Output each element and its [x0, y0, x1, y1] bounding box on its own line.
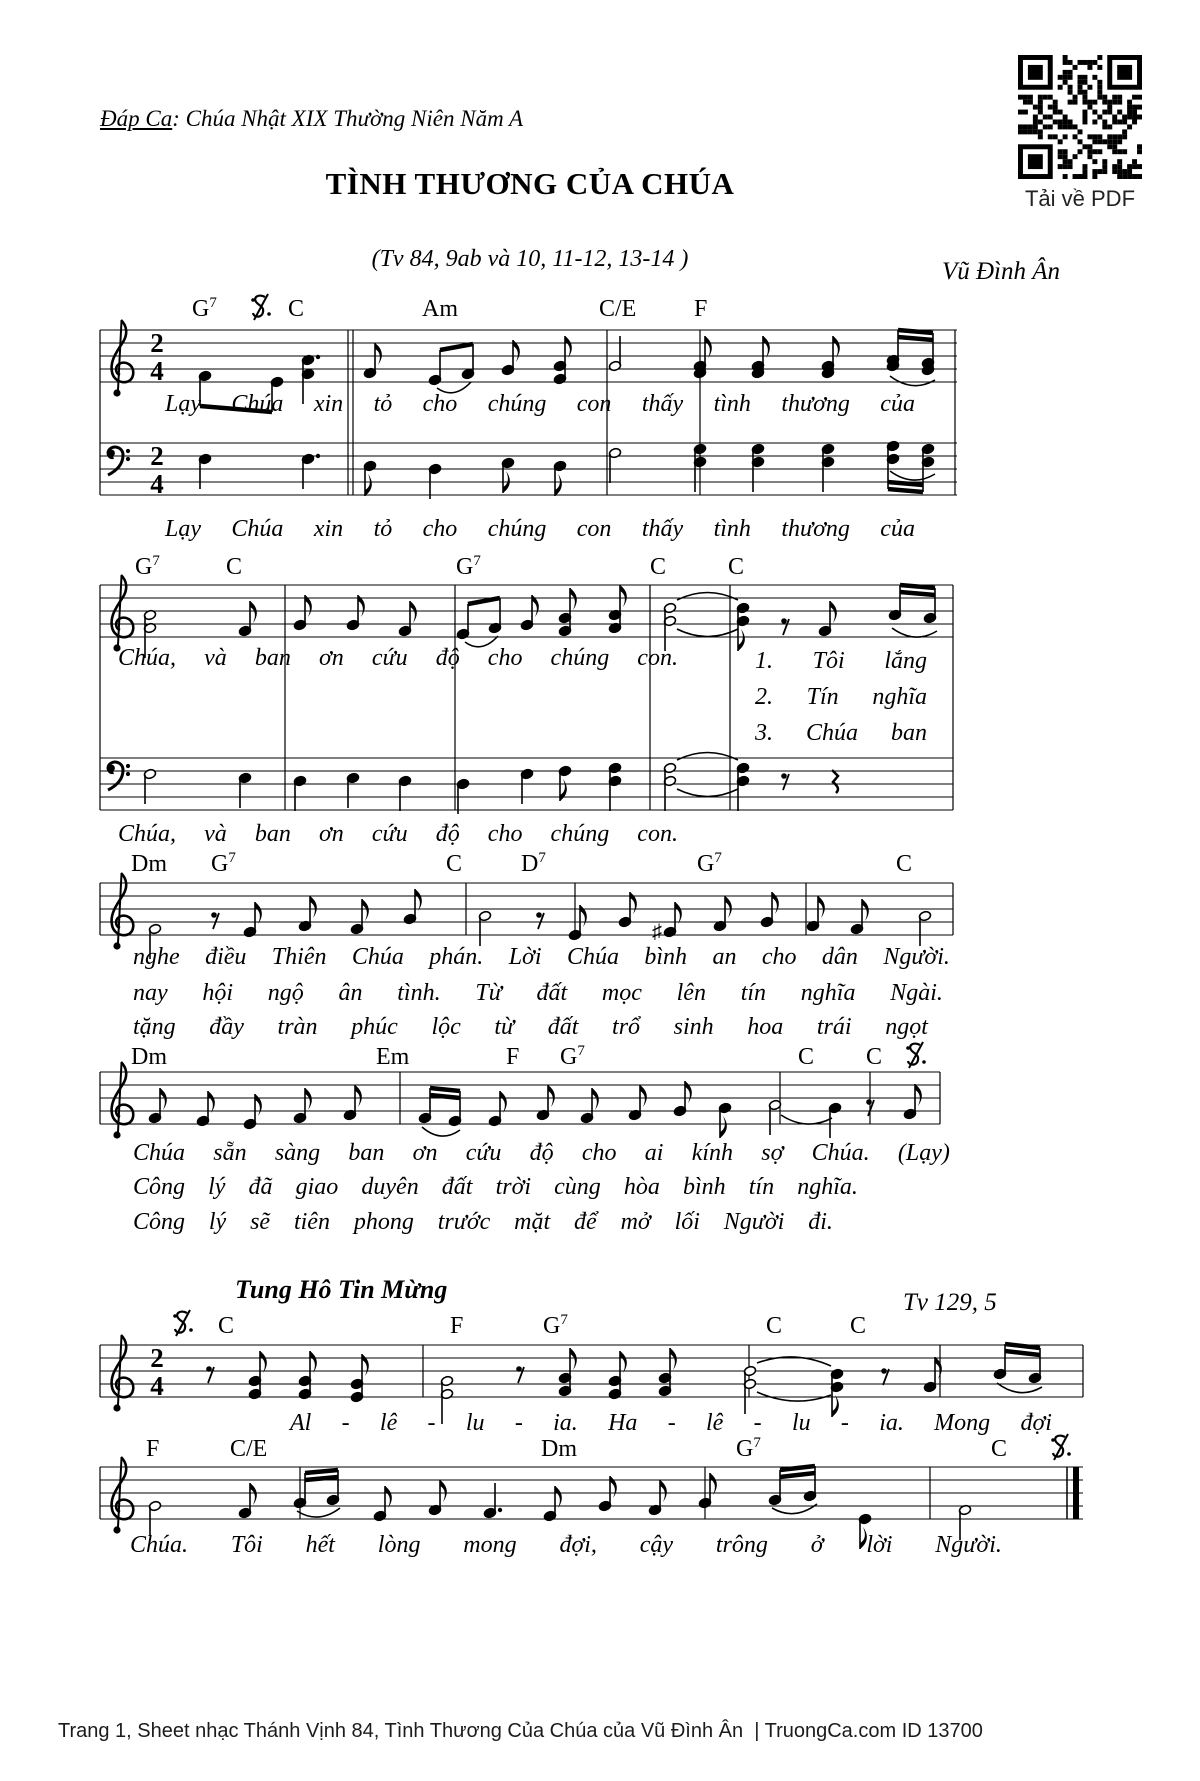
lyric-word: cậy [639, 1532, 674, 1558]
staff-system-5 [95, 1312, 1095, 1407]
chord-label: $G^7$ [697, 850, 722, 877]
lyric-word: ban [254, 821, 291, 847]
verse-line-3 [755, 721, 927, 746]
final-lyrics [130, 1533, 1002, 1558]
svg-text:4: 4 [150, 469, 164, 499]
psalm-ref-2: Tv 129, 5 [903, 1289, 997, 1316]
lyric-word: Lạy [165, 391, 201, 417]
lyric-word: chúng [487, 516, 547, 542]
lyric-word: mặt [514, 1209, 551, 1235]
chord-label: C [896, 851, 913, 877]
svg-text:2: 2 [150, 441, 164, 471]
lyric-word: ngọt [885, 1014, 928, 1040]
lyric-word: đất [536, 980, 568, 1006]
lyric-word: dân [821, 944, 858, 970]
lyric-word: thương [781, 516, 850, 542]
svg-text:4: 4 [150, 1371, 164, 1401]
lyric-word: thấy [641, 391, 684, 417]
verse-lyrics-2 [133, 981, 943, 1006]
lyric-word: lên [676, 980, 706, 1006]
lyric-word: Từ [475, 980, 502, 1006]
chord-label: C [866, 1044, 883, 1070]
lyric-word: và [204, 821, 227, 847]
lyric-word: cho [761, 944, 797, 970]
lyric-word: tiên [293, 1209, 330, 1235]
lyric-word: kính [691, 1140, 734, 1166]
lyric-word: cho [581, 1140, 617, 1166]
lyric-word: nay [133, 980, 168, 1006]
lyric-word: Chúa [351, 944, 404, 970]
qr-caption[interactable]: Tải về PDF [1024, 186, 1136, 211]
lyric-word: - [514, 1410, 523, 1436]
lyric-word: Công [133, 1209, 186, 1235]
lyric-word: bình [644, 944, 688, 970]
lyric-word: thương [781, 391, 850, 417]
chord-label: $D^7$ [521, 850, 546, 877]
lyric-word: 1. [755, 648, 773, 674]
chord-label: $G^7$ [736, 1435, 761, 1462]
lyric-word: Chúa [231, 516, 284, 542]
lyric-word: tín [740, 980, 767, 1006]
lyric-word: Chúa. [811, 1140, 870, 1166]
lyric-word: ia. [879, 1410, 904, 1436]
lyric-word: Mong [934, 1410, 991, 1436]
lyric-word: cứu [371, 645, 408, 671]
chord-label: F [450, 1313, 464, 1339]
lyric-word: lối [674, 1209, 700, 1235]
chord-label: Dm [131, 1044, 167, 1070]
lyric-word: sẵn [213, 1140, 247, 1166]
lyric-word: Tôi [812, 648, 845, 674]
lyric-word: ban [890, 720, 927, 746]
lyric-word: phúc [351, 1014, 398, 1040]
lyric-word: đã [248, 1174, 273, 1200]
staff-system-6 [95, 1437, 1095, 1525]
lyric-word: và [204, 645, 227, 671]
staff-system-3 [95, 855, 975, 945]
lyric-word: tỏ [373, 391, 393, 417]
lyric-word: ban [348, 1140, 385, 1166]
qr-download-block[interactable] [1018, 55, 1142, 212]
lyric-word: sẽ [250, 1209, 271, 1235]
lyric-word: cứu [371, 821, 408, 847]
lyric-word: lời [866, 1532, 893, 1558]
chord-label: F [506, 1044, 520, 1070]
staff-system-4 [95, 1042, 975, 1132]
chord-label: C [650, 554, 667, 580]
lyric-word: Chúa, [118, 645, 177, 671]
lyric-word: ngộ [267, 980, 304, 1006]
lyric-word: ơn [318, 821, 344, 847]
lyric-word: Thiên [271, 944, 327, 970]
composer-name: Vũ Đình Ân [941, 258, 1060, 285]
lyric-word: tín [748, 1174, 775, 1200]
lyric-word: Người. [883, 944, 950, 970]
lyric-word: ai [644, 1140, 664, 1166]
lyric-word: con. [637, 645, 678, 671]
svg-text:♯: ♯ [652, 921, 662, 943]
lyric-word: đầy [209, 1014, 244, 1040]
kicker-label: Đáp Ca [100, 106, 173, 131]
lyric-line [118, 822, 678, 847]
svg-text:4: 4 [150, 356, 164, 386]
chord-label: Dm [541, 1436, 577, 1462]
lyric-word: Chúa [231, 391, 284, 417]
lyric-word: nghe [133, 944, 180, 970]
lyric-word: 3. [755, 720, 773, 746]
lyric-word: - [341, 1410, 350, 1436]
chord-label: Dm [131, 851, 167, 877]
lyric-word: tặng [133, 1014, 176, 1040]
lyric-word: duyên [361, 1174, 419, 1200]
chord-label: C [766, 1313, 783, 1339]
lyric-word: Ngài. [890, 980, 943, 1006]
lyric-word: lê [706, 1410, 724, 1436]
lyric-word: trông [715, 1532, 768, 1558]
lyric-word: hoa [747, 1014, 784, 1040]
lyric-word: ở [810, 1532, 824, 1558]
chord-label: C [288, 296, 305, 322]
lyric-word: - [427, 1410, 436, 1436]
lyric-word: Ha [608, 1410, 638, 1436]
page-title: TÌNH THƯƠNG CỦA CHÚA [325, 166, 735, 201]
chord-label: $G^7$ [456, 553, 481, 580]
lyric-word: của [880, 516, 915, 542]
chord-label: C [446, 851, 463, 877]
lyric-word: để [574, 1209, 597, 1235]
chord-label: C [218, 1313, 235, 1339]
chord-label: $G^7$ [211, 850, 236, 877]
lyric-word: Al [290, 1410, 312, 1436]
lyric-word: cùng [554, 1174, 601, 1200]
lyric-word: Chúa. [130, 1532, 189, 1558]
lyric-word: mong [463, 1532, 517, 1558]
lyric-word: sinh [673, 1014, 714, 1040]
lyric-line [165, 517, 915, 542]
lyric-word: đợi, [559, 1532, 597, 1558]
lyric-line [118, 646, 678, 671]
lyric-word: trổ [612, 1014, 641, 1040]
lyric-word: điều [205, 944, 247, 970]
lyric-word: ban [254, 645, 291, 671]
lyric-word: hòa [623, 1174, 660, 1200]
alleluia-lyrics [290, 1411, 1052, 1436]
chord-label: F [146, 1436, 160, 1462]
lyric-word: phong [353, 1209, 414, 1235]
lyric-word: cho [422, 516, 458, 542]
lyric-word: từ [494, 1014, 515, 1040]
chord-label: $G^7$ [543, 1312, 568, 1339]
lyric-word: Người [723, 1209, 785, 1235]
refrain-lyrics-3 [133, 1210, 833, 1235]
lyric-word: cho [487, 821, 523, 847]
lyric-word: Tôi [230, 1532, 263, 1558]
psalm-reference: (Tv 84, 9ab và 10, 11-12, 13-14 ) [371, 246, 689, 272]
lyric-word: - [753, 1410, 762, 1436]
svg-text:2: 2 [150, 1343, 164, 1373]
lyric-word: trước [437, 1209, 491, 1235]
liturgical-occasion [100, 106, 523, 132]
lyric-word: Chúa [566, 944, 619, 970]
chord-label: C/E [230, 1436, 268, 1462]
lyric-word: Lời [508, 944, 542, 970]
svg-text:2: 2 [150, 328, 164, 358]
lyric-word: ơn [412, 1140, 438, 1166]
lyric-word: Chúa [133, 1140, 186, 1166]
lyric-word: trời [495, 1174, 532, 1200]
lyric-word: Công [133, 1174, 186, 1200]
lyric-word: chúng [550, 645, 610, 671]
lyric-word: thấy [641, 516, 684, 542]
lyric-word: tình. [397, 980, 441, 1006]
lyric-word: độ [529, 1140, 554, 1166]
verse-lyrics-1 [133, 945, 950, 970]
lyric-word: đi. [808, 1209, 833, 1235]
lyric-word: nghĩa [800, 980, 856, 1006]
lyric-word: lòng [377, 1532, 421, 1558]
lyric-word: - [667, 1410, 676, 1436]
lyric-word: cho [422, 391, 458, 417]
lyric-word: lê [379, 1410, 398, 1436]
lyric-word: chúng [550, 821, 610, 847]
lyric-word: Chúa [805, 720, 858, 746]
lyric-word: đất [547, 1014, 579, 1040]
lyric-word: Tín [806, 684, 839, 710]
chord-label: C [226, 554, 243, 580]
lyric-word: chúng [487, 391, 547, 417]
lyric-word: (Lạy) [897, 1140, 950, 1166]
lyric-word: xin [313, 391, 344, 417]
lyric-word: ơn [318, 645, 344, 671]
lyric-word: tỏ [373, 516, 393, 542]
lyric-word: độ [435, 821, 460, 847]
lyric-word: lu [791, 1410, 811, 1436]
lyric-word: Chúa, [118, 821, 177, 847]
lyric-word: mọc [601, 980, 642, 1006]
lyric-word: bình [682, 1174, 726, 1200]
chord-label: Am [422, 296, 458, 322]
staff-system-1 [95, 295, 975, 540]
chord-label: Em [376, 1044, 410, 1070]
lyric-word: sợ [761, 1140, 784, 1166]
lyric-word: con. [637, 821, 678, 847]
lyric-word: tràn [277, 1014, 318, 1040]
lyric-line [165, 392, 915, 417]
lyric-word: của [880, 391, 915, 417]
chord-label: C [850, 1313, 867, 1339]
lyric-word: lắng [884, 648, 927, 674]
lyric-word: mở [620, 1209, 651, 1235]
lyric-word: giao [295, 1174, 339, 1200]
verse-line-2 [755, 685, 927, 710]
lyric-word: con [576, 391, 612, 417]
lyric-word: con [576, 516, 612, 542]
lyric-word: nghĩa [872, 684, 927, 710]
lyric-word: đất [441, 1174, 473, 1200]
kicker-text: : Chúa Nhật XIX Thường Niên Năm A [172, 106, 524, 131]
page-footer: Trang 1, Sheet nhạc Thánh Vịnh 84, Tình Thương Của Chúa của Vũ Đình Ân | TruongCa.com ID 13700 [58, 1720, 983, 1742]
lyric-word: độ [435, 645, 460, 671]
lyric-word: lộc [431, 1014, 461, 1040]
lyric-word: xin [313, 516, 344, 542]
lyric-word: lu [465, 1410, 485, 1436]
lyric-word: cứu [465, 1140, 502, 1166]
refrain-lyrics-2 [133, 1175, 858, 1200]
lyric-word: - [840, 1410, 849, 1436]
lyric-word: đợi [1020, 1410, 1052, 1436]
lyric-word: Người. [935, 1532, 1002, 1558]
verse-line-1 [755, 649, 927, 674]
section-heading: Tung Hô Tin Mừng [235, 1275, 448, 1304]
verse-lyrics-3 [133, 1015, 928, 1040]
lyric-word: 2. [755, 684, 773, 710]
lyric-word: ân [338, 980, 363, 1006]
refrain-lyrics-1 [133, 1141, 950, 1166]
lyric-word: hội [202, 980, 234, 1006]
lyric-word: sàng [274, 1140, 321, 1166]
lyric-word: cho [487, 645, 523, 671]
lyric-word: tình [713, 391, 751, 417]
chord-label: $G^7$ [560, 1043, 585, 1070]
chord-label: $G^7$ [192, 295, 217, 322]
lyric-word: tình [713, 516, 751, 542]
chord-label: C [728, 554, 745, 580]
lyric-word: hết [305, 1532, 335, 1558]
lyric-word: phán. [429, 944, 484, 970]
lyric-word: lý [208, 1174, 226, 1200]
chord-label: F [694, 296, 708, 322]
lyric-word: ia. [553, 1410, 578, 1436]
chord-label: C [798, 1044, 815, 1070]
lyric-word: Lạy [165, 516, 201, 542]
chord-label: $G^7$ [135, 553, 160, 580]
lyric-word: nghĩa. [797, 1174, 858, 1200]
lyric-word: trái [816, 1014, 852, 1040]
lyric-word: an [712, 944, 737, 970]
chord-label: C [991, 1436, 1008, 1462]
qr-code[interactable] [1018, 55, 1142, 179]
chord-label: C/E [599, 296, 637, 322]
lyric-word: lý [208, 1209, 227, 1235]
